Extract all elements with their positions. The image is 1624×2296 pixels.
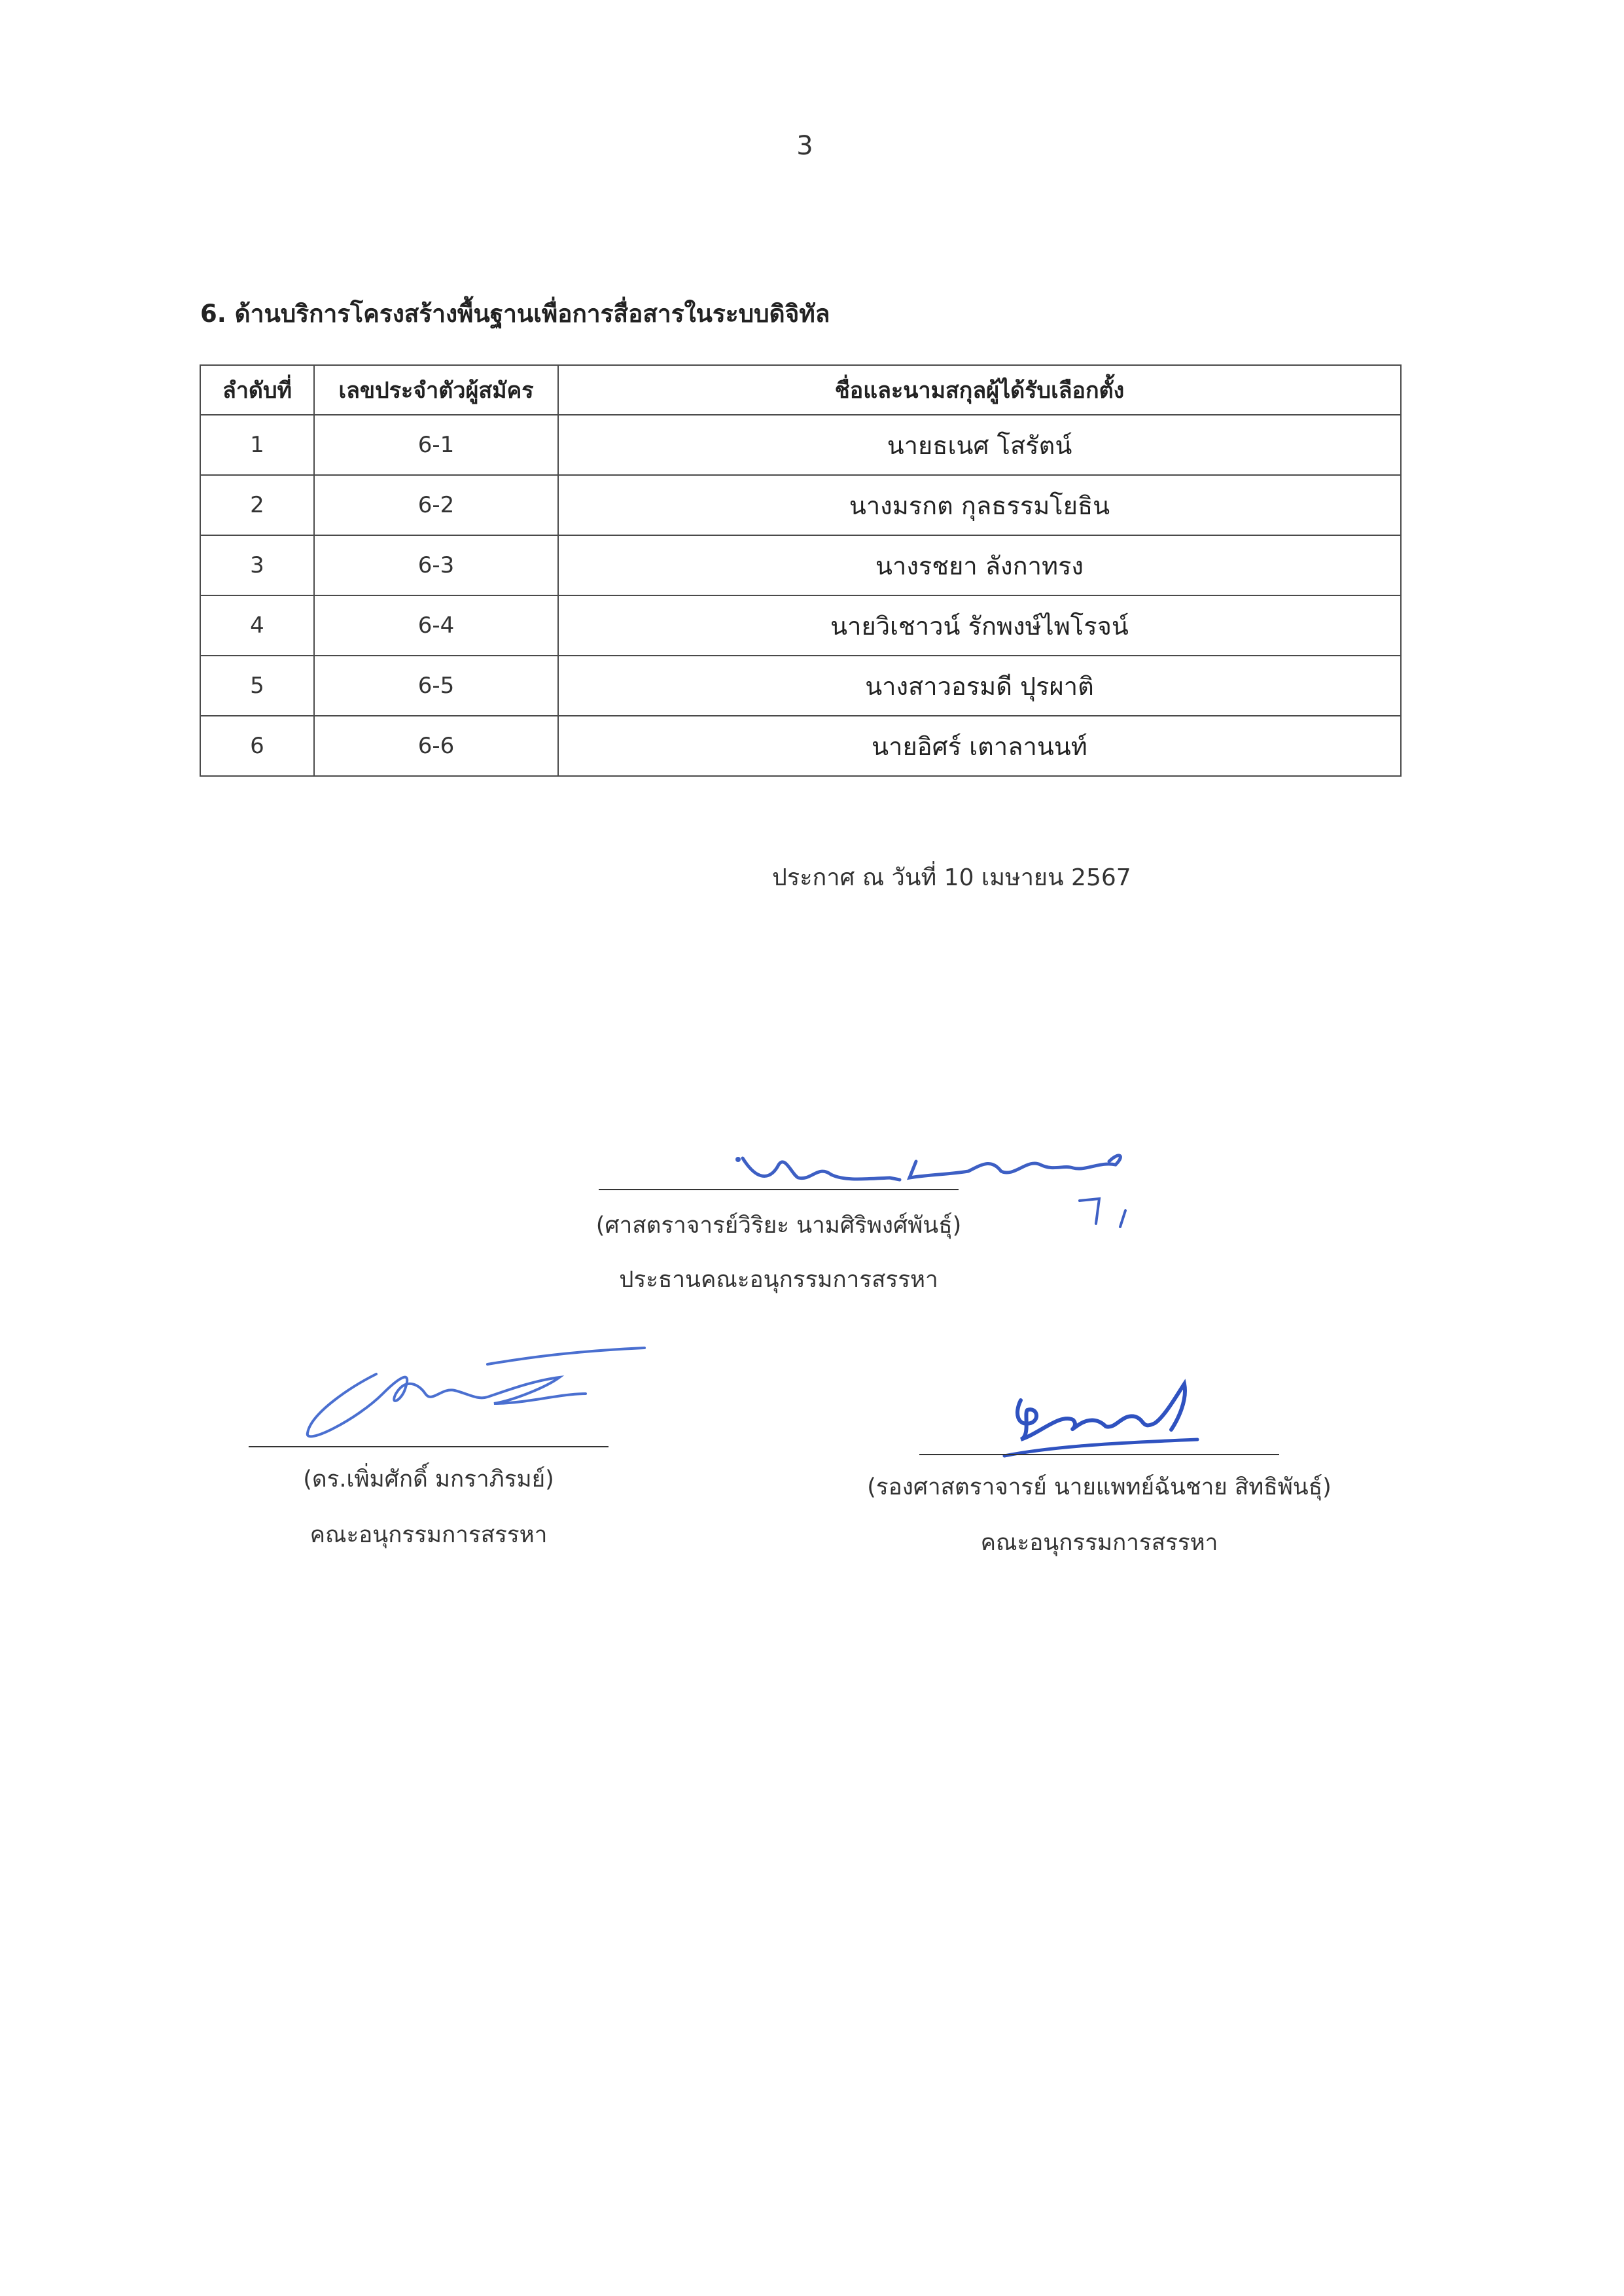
cell-order: 2 [200, 475, 314, 535]
cell-name: นางมรกต กุลธรรมโยธิน [558, 475, 1401, 535]
cell-name: นางสาวอรมดี ปุรผาติ [558, 656, 1401, 716]
cell-candidate-id: 6-6 [314, 716, 558, 776]
header-elected-name: ชื่อและนามสกุลผู้ได้รับเลือกตั้ง [558, 365, 1401, 415]
member-left-signature-line [249, 1446, 609, 1447]
cell-candidate-id: 6-5 [314, 656, 558, 716]
member-right-title: คณะอนุกรรมการสรรหา [980, 1530, 1218, 1556]
section-title: 6. ด้านบริการโครงสร้างพื้นฐานเพื่อการสื่อสารในระบบดิจิทัล [200, 300, 830, 328]
cell-candidate-id: 6-3 [314, 535, 558, 595]
chair-signature-line [599, 1189, 959, 1190]
cell-order: 3 [200, 535, 314, 595]
member-right-signature-line [919, 1454, 1279, 1455]
announcement-date: ประกาศ ณ วันที่ 10 เมษายน 2567 [772, 864, 1131, 891]
table-row [200, 716, 1401, 776]
member-left-title: คณะอนุกรรมการสรรหา [309, 1522, 548, 1548]
cell-candidate-id: 6-1 [314, 415, 558, 475]
table-row [200, 475, 1401, 535]
cell-order: 5 [200, 656, 314, 716]
member-left-name: (ดร.เพิ่มศักดิ์ มกราภิรมย์) [303, 1466, 554, 1492]
table-row [200, 595, 1401, 656]
candidates-table [200, 364, 1402, 777]
cell-name: นายอิศร์ เตาลานนท์ [558, 716, 1401, 776]
member-right-signature-image [1001, 1374, 1210, 1459]
cell-order: 1 [200, 415, 314, 475]
cell-name: นายวิเชาวน์ รักพงษ์ไพโรจน์ [558, 595, 1401, 656]
member-left-signature-image [298, 1341, 658, 1446]
chair-title: ประธานคณะอนุกรรมการสรรหา [619, 1267, 938, 1293]
chair-name: (ศาสตราจารย์วิริยะ นามศิริพงศ์พันธุ์) [595, 1212, 962, 1239]
cell-order: 6 [200, 716, 314, 776]
header-order: ลำดับที่ [200, 365, 314, 415]
cell-candidate-id: 6-4 [314, 595, 558, 656]
table-row [200, 415, 1401, 475]
cell-name: นายธเนศ โสรัตน์ [558, 415, 1401, 475]
table-row [200, 535, 1401, 595]
cell-order: 4 [200, 595, 314, 656]
header-candidate-id: เลขประจำตัวผู้สมัคร [314, 365, 558, 415]
cell-candidate-id: 6-2 [314, 475, 558, 535]
table-header-row [200, 365, 1401, 415]
table-row [200, 656, 1401, 716]
member-right-name: (รองศาสตราจารย์ นายแพทย์ฉันชาย สิทธิพันธุ์) [867, 1474, 1332, 1500]
cell-name: นางรชยา ลังกาทรง [558, 535, 1401, 595]
page-number: 3 [796, 131, 813, 161]
